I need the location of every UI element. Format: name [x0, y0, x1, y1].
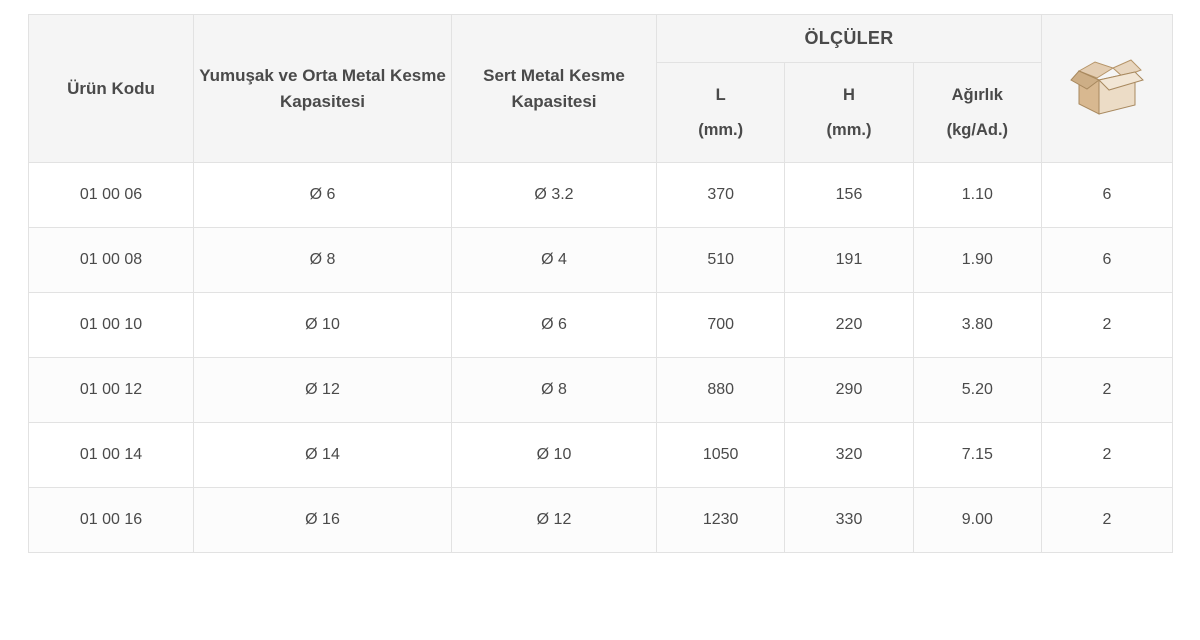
cell-box-quantity: 6 — [1042, 163, 1173, 228]
length-unit: (mm.) — [698, 120, 744, 139]
column-header-soft-capacity: Yumuşak ve Orta Metal Kesme Kapasitesi — [194, 15, 452, 163]
cell-weight: 1.90 — [913, 228, 1041, 293]
table-row — [29, 358, 1173, 423]
cell-height: 220 — [785, 293, 913, 358]
table-header — [29, 15, 1173, 163]
cell-soft-capacity: Ø 12 — [194, 358, 452, 423]
cell-box-quantity: 2 — [1042, 488, 1173, 553]
table-body — [29, 163, 1173, 553]
column-header-hard-capacity: Sert Metal Kesme Kapasitesi — [452, 15, 657, 163]
cell-length: 510 — [657, 228, 785, 293]
cell-product-code: 01 00 12 — [29, 358, 194, 423]
cell-product-code: 01 00 16 — [29, 488, 194, 553]
height-label: H — [843, 85, 855, 104]
cell-product-code: 01 00 10 — [29, 293, 194, 358]
cell-length: 370 — [657, 163, 785, 228]
cell-product-code: 01 00 14 — [29, 423, 194, 488]
cell-hard-capacity: Ø 6 — [452, 293, 657, 358]
cell-hard-capacity: Ø 12 — [452, 488, 657, 553]
cell-soft-capacity: Ø 6 — [194, 163, 452, 228]
column-header-height — [785, 63, 913, 163]
column-header-length — [657, 63, 785, 163]
weight-label: Ağırlık — [951, 85, 1003, 104]
cell-height: 156 — [785, 163, 913, 228]
length-label: L — [715, 85, 726, 104]
height-unit: (mm.) — [826, 120, 872, 139]
column-header-box-quantity — [1042, 15, 1173, 163]
table-row — [29, 228, 1173, 293]
product-spec-table — [28, 14, 1173, 553]
header-row-primary — [29, 15, 1173, 63]
cell-weight: 1.10 — [913, 163, 1041, 228]
cell-soft-capacity: Ø 10 — [194, 293, 452, 358]
cell-soft-capacity: Ø 8 — [194, 228, 452, 293]
box-icon — [1042, 58, 1172, 120]
column-header-product-code: Ürün Kodu — [29, 15, 194, 163]
table-row — [29, 423, 1173, 488]
cell-height: 330 — [785, 488, 913, 553]
cell-hard-capacity: Ø 3.2 — [452, 163, 657, 228]
cell-soft-capacity: Ø 14 — [194, 423, 452, 488]
cell-soft-capacity: Ø 16 — [194, 488, 452, 553]
column-header-weight — [913, 63, 1041, 163]
column-header-measures: ÖLÇÜLER — [657, 15, 1042, 63]
cell-height: 290 — [785, 358, 913, 423]
cell-weight: 9.00 — [913, 488, 1041, 553]
cell-box-quantity: 2 — [1042, 293, 1173, 358]
cell-weight: 3.80 — [913, 293, 1041, 358]
table-row — [29, 488, 1173, 553]
cell-hard-capacity: Ø 8 — [452, 358, 657, 423]
cell-height: 320 — [785, 423, 913, 488]
cell-weight: 5.20 — [913, 358, 1041, 423]
table-row — [29, 163, 1173, 228]
cell-box-quantity: 2 — [1042, 358, 1173, 423]
cell-hard-capacity: Ø 4 — [452, 228, 657, 293]
cell-box-quantity: 6 — [1042, 228, 1173, 293]
cell-product-code: 01 00 06 — [29, 163, 194, 228]
cell-weight: 7.15 — [913, 423, 1041, 488]
cell-product-code: 01 00 08 — [29, 228, 194, 293]
cell-length: 700 — [657, 293, 785, 358]
weight-unit: (kg/Ad.) — [946, 120, 1009, 139]
cell-length: 880 — [657, 358, 785, 423]
cell-hard-capacity: Ø 10 — [452, 423, 657, 488]
table-row — [29, 293, 1173, 358]
cell-box-quantity: 2 — [1042, 423, 1173, 488]
cell-length: 1050 — [657, 423, 785, 488]
cell-height: 191 — [785, 228, 913, 293]
cell-length: 1230 — [657, 488, 785, 553]
